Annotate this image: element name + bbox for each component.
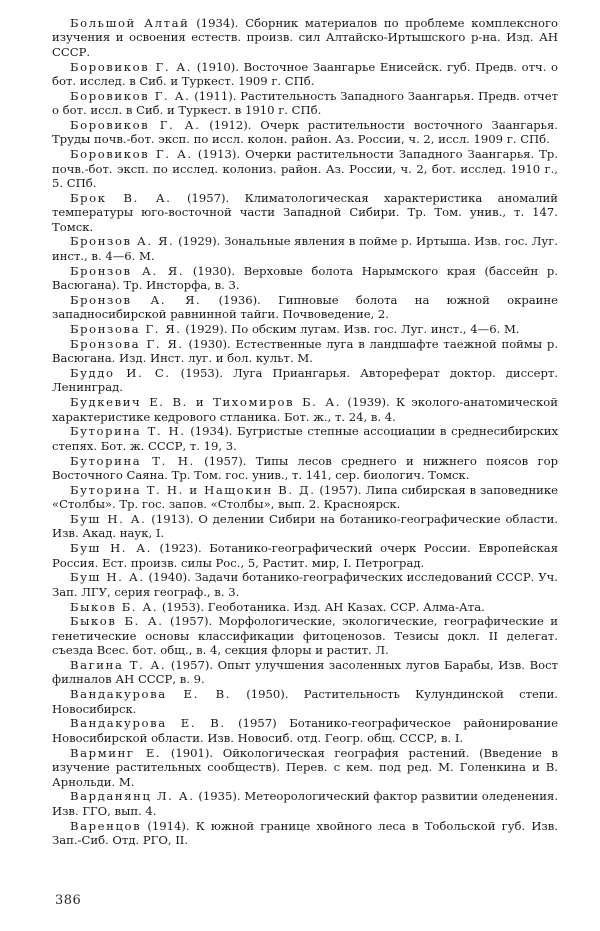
entry-author: Быков Б. А. <box>70 614 164 629</box>
entry-text: (1957). Опыт улучшения засоленных лугов Барабы, Изв. Вост филналов АН СССР, в. 9. <box>52 658 558 687</box>
entry-author: Боровиков Г. А. <box>70 147 193 162</box>
bibliography-entry <box>52 322 558 336</box>
entry-author: Буш Н. А. <box>70 541 152 556</box>
entry-author: Буторина Т. Н. и Нащокин В. Д. <box>70 482 316 497</box>
bibliography-entry <box>52 541 558 570</box>
bibliography-entry <box>52 293 558 322</box>
entry-author: Бронзов А. Я. <box>70 234 175 249</box>
bibliography-entry <box>52 600 558 614</box>
entry-text: (1911). Растительность Западного Заангарья. Предв. отчет о бот. иссл. в Сиб. и Туркест. в 1910 г. СПб. <box>52 88 558 118</box>
entry-text: (1914). К южной границе хвойного леса в Тобольской губ. Изв. Зап.-Сиб. Отд. РГО, II. <box>52 818 558 847</box>
entry-text: (1936). Гипновые болота на южной окраине западносибирской равнинной тайги. Почвоведение, 2. <box>52 292 558 322</box>
entry-author: Боровиков Г. А. <box>70 59 193 74</box>
entry-author: Буш Н. А. <box>70 570 145 585</box>
entry-text: (1957) Ботанико-географическое районирование Новосибирской области. Изв. Новосиб. отд. Геогр. общ. СССР, в. I. <box>52 716 558 745</box>
entry-text: (1913). О делении Сибири на ботанико-географические области. Изв. Акад. наук, I. <box>52 512 558 541</box>
entry-text: (1912). Очерк растительности восточного Заангарья. Труды почв.-бот. эксп. по иссл. колон. район. Аз. России, ч. 2, иссл. 1909 г. СПб. <box>52 118 558 147</box>
entry-author: Быков Б. А. <box>70 599 159 614</box>
entry-text: (1913). Очерки растительности Западного Заангарья. Тр. почв.-бот. эксп. по исслед. колониз. район. Аз. России, ч. 2, бот. исслед. 1910 г., 5. СПб. <box>52 147 559 191</box>
entry-author: Бронзова Г. Я. <box>70 322 182 337</box>
bibliography-list <box>52 16 558 847</box>
entry-author: Варенцов <box>70 818 142 833</box>
entry-text: (1934). Бугристые степные ассоциации в среднесибирских степях. Бот. ж. СССР, т. 19, 3. <box>52 424 558 453</box>
entry-author: Боровиков Г. А. <box>70 88 191 103</box>
bibliography-entry <box>52 819 558 848</box>
entry-text: (1957). Липа сибирская в заповеднике «Столбы». Тр. гос. запов. «Столбы», вып. 2. Красноярск. <box>52 482 559 512</box>
entry-text: (1934). Сборник материалов по проблеме комплексного изучения и освоения естеств. произв. сил Алтайско-Иртышского р-на. Изд. АН СССР. <box>52 16 558 59</box>
entry-text: (1910). Восточное Заангарье Енисейск. губ. Предв. отч. о бот. исслед. в Сиб. и Туркест. 1909 г. СПб. <box>52 59 558 89</box>
bibliography-entry <box>52 16 558 59</box>
entry-text: (1940). Задачи ботанико-географических исследований СССР. Уч. Зап. ЛГУ, серия географ., в. 3. <box>52 570 558 599</box>
bibliography-entry <box>52 264 558 293</box>
entry-author: Боровиков Г. А. <box>70 118 201 133</box>
entry-text: (1950). Растительность Кулундинской степи. Новосибирск. <box>52 687 558 716</box>
entry-text: (1923). Ботанико-географический очерк России. Европейская Россия. Ест. произв. силы Рос., 5, Растит. мир, I. Петроград. <box>52 541 559 570</box>
bibliography-entry <box>52 658 558 687</box>
entry-author: Вандакурова Е. В. <box>70 716 226 731</box>
entry-text: (1939). К эколого-анатомической характеристике кедрового стланика. Бот. ж., т. 24, в. 4. <box>52 395 558 424</box>
bibliography-entry <box>52 789 558 818</box>
bibliography-page <box>52 16 558 848</box>
entry-author: Бронзова Г. Я. <box>70 336 184 351</box>
entry-author: Буддо И. С. <box>70 366 171 381</box>
bibliography-entry <box>52 366 558 395</box>
bibliography-entry <box>52 687 558 716</box>
entry-text: (1957). Типы лесов среднего и нижнего поясов гор Восточного Саяна. Тр. Том. гос. унив., т. 141, сер. биологич. Томск. <box>52 453 558 483</box>
entry-author: Буш Н. А. <box>70 512 147 527</box>
entry-text: (1953). Геоботаника. Изд. АН Казах. ССР. Алма-Ата. <box>158 599 485 614</box>
entry-author: Бронзов А. Я. <box>70 292 202 307</box>
bibliography-entry <box>52 89 558 118</box>
entry-text: (1929). По обским лугам. Изв. гос. Луг. инст., 4—6. М. <box>181 322 520 337</box>
entry-author: Варминг Е. <box>70 745 162 760</box>
bibliography-entry <box>52 512 558 541</box>
entry-text: (1929). Зональные явления в пойме р. Иртыша. Изв. гос. Луг. инст., в. 4—6. М. <box>52 234 558 263</box>
entry-author: Вагина Т. А. <box>70 658 167 673</box>
entry-author: Брок В. А. <box>70 190 172 205</box>
bibliography-entry <box>52 454 558 483</box>
bibliography-entry <box>52 234 558 263</box>
entry-author: Будкевич Е. В. и Тихомиров Б. А. <box>70 395 342 410</box>
bibliography-entry <box>52 395 558 424</box>
bibliography-entry <box>52 60 558 89</box>
bibliography-entry <box>52 118 558 147</box>
entry-author: Бронзов А. Я. <box>70 263 185 278</box>
entry-text: (1957). Морфологические, экологические, географические и генетические основы классификации фитоценозов. Тезисы докл. II делегат. съезда Всес. бот. общ., в. 4, секция флоры и растит. Л. <box>52 614 558 658</box>
entry-text: (1935). Метеорологический фактор развитии оледенения. Изв. ГГО, вып. 4. <box>52 789 559 818</box>
bibliography-entry <box>52 570 558 599</box>
entry-text: (1930). Верховые болота Нарымского края (бассейн р. Васюгана). Тр. Инсторфа, в. 3. <box>52 263 558 293</box>
bibliography-entry <box>52 716 558 745</box>
page-number: 386 <box>55 893 82 908</box>
entry-author: Вандакурова Е. В. <box>70 687 232 702</box>
entry-text: (1957). Климатологическая характеристика аномалий температуры юго-восточной части Западной Сибири. Тр. Том. унив., т. 147. Томск. <box>52 190 559 234</box>
bibliography-entry <box>52 191 558 234</box>
entry-text: (1901). Ойкологическая география растений. (Введение в изучение растительных сообществ). Перев. с кем. под ред. М. Голенкина и В. Арнольди. М. <box>52 745 558 789</box>
entry-text: (1930). Естественные луга в ландшафте таежной поймы р. Васюгана. Изд. Инст. луг. и бол. культ. М. <box>52 336 559 366</box>
entry-author: Буторина Т. Н. <box>70 424 186 439</box>
entry-text: (1953). Луга Приангарья. Автореферат доктор. диссерт. Ленинград. <box>52 366 559 395</box>
bibliography-entry <box>52 614 558 657</box>
bibliography-entry <box>52 424 558 453</box>
entry-author: Буторина Т. Н. <box>70 453 195 468</box>
bibliography-entry <box>52 337 558 366</box>
bibliography-entry <box>52 147 558 190</box>
bibliography-entry <box>52 483 558 512</box>
bibliography-entry <box>52 746 558 789</box>
entry-author: Варданянц Л. А. <box>70 789 195 804</box>
entry-author: Большой Алтай <box>70 16 190 30</box>
